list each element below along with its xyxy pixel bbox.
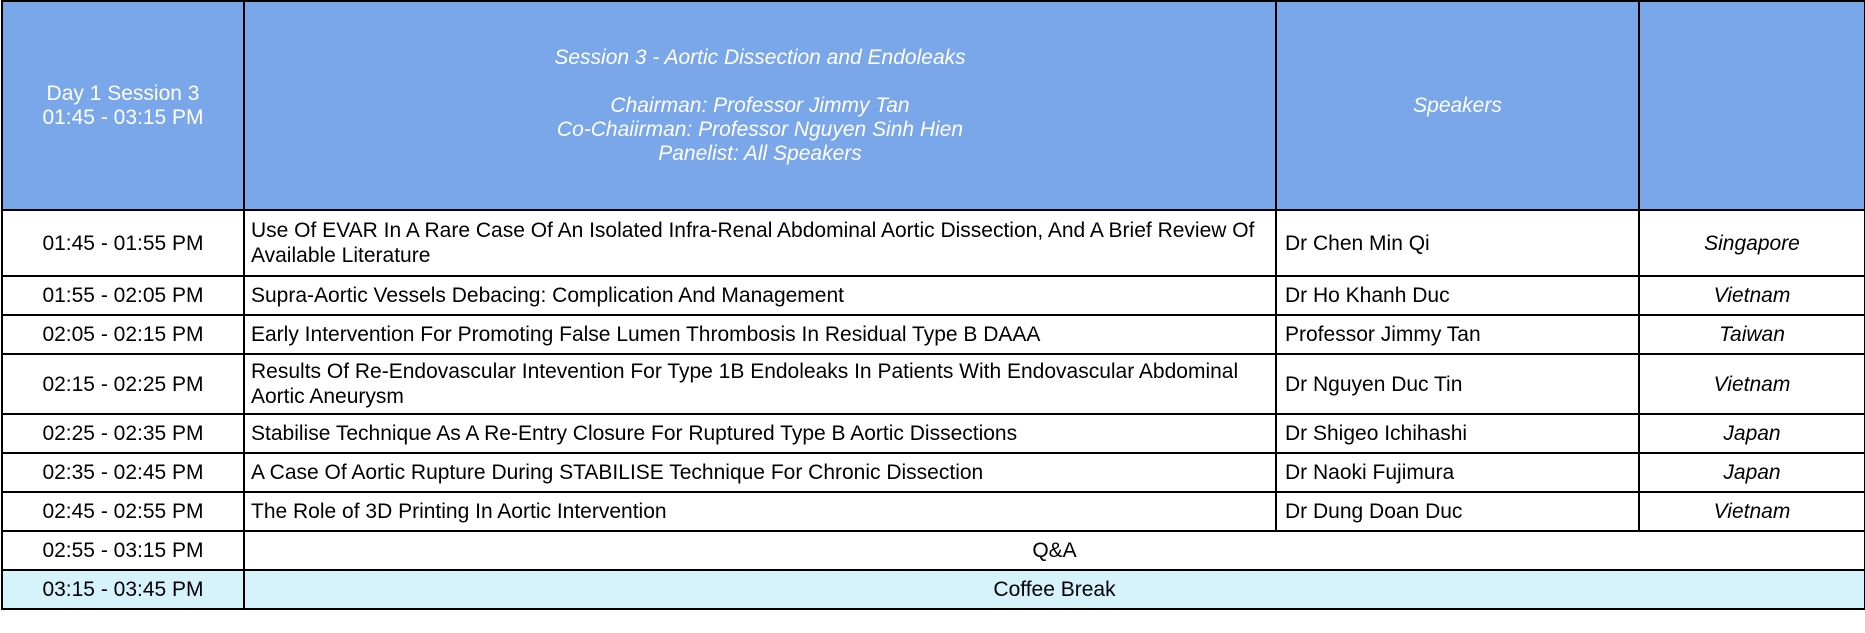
talk-country: Singapore: [1639, 210, 1865, 276]
talk-row: [2, 315, 1865, 354]
talk-speaker: Dr Dung Doan Duc: [1276, 492, 1639, 531]
talk-time: 02:35 - 02:45 PM: [2, 453, 244, 492]
talk-speaker: Dr Naoki Fujimura: [1276, 453, 1639, 492]
coffee-break-label: Coffee Break: [244, 570, 1865, 609]
header-row: [2, 1, 1865, 210]
country-header: [1639, 1, 1865, 210]
talk-speaker: Dr Chen Min Qi: [1276, 210, 1639, 276]
day-session-time: 01:45 - 03:15 PM: [42, 105, 204, 129]
coffee-break-row: [2, 570, 1865, 609]
day-session-label: Day 1 Session 3: [46, 81, 200, 105]
chairman-label: Chairman: Professor Jimmy Tan: [610, 93, 910, 117]
talk-topic: Use Of EVAR In A Rare Case Of An Isolated Infra-Renal Abdominal Aortic Dissection, And A Brief Review Of Available Literature: [244, 210, 1276, 276]
talk-country: Vietnam: [1639, 276, 1865, 315]
talk-speaker: Dr Ho Khanh Duc: [1276, 276, 1639, 315]
talk-row: [2, 492, 1865, 531]
talk-topic: Early Intervention For Promoting False Lumen Thrombosis In Residual Type B DAAA: [244, 315, 1276, 354]
talk-row: [2, 354, 1865, 414]
talk-speaker: Dr Nguyen Duc Tin: [1276, 354, 1639, 414]
speakers-header: Speakers: [1276, 1, 1639, 210]
talk-topic: Results Of Re-Endovascular Intevention For Type 1B Endoleaks In Patients With Endovascular Abdominal Aortic Aneurysm: [244, 354, 1276, 414]
qa-time: 02:55 - 03:15 PM: [2, 531, 244, 570]
talk-time: 01:45 - 01:55 PM: [2, 210, 244, 276]
talk-time: 02:05 - 02:15 PM: [2, 315, 244, 354]
session-info-cell: [244, 1, 1276, 210]
qa-label: Q&A: [244, 531, 1865, 570]
talk-row: [2, 210, 1865, 276]
day-session-cell: [2, 1, 244, 210]
talk-row: [2, 453, 1865, 492]
talk-row: [2, 276, 1865, 315]
talk-speaker: Dr Shigeo Ichihashi: [1276, 414, 1639, 453]
talk-time: 02:45 - 02:55 PM: [2, 492, 244, 531]
session-title: Session 3 - Aortic Dissection and Endoleaks: [554, 45, 966, 69]
talk-country: Vietnam: [1639, 492, 1865, 531]
talk-topic: A Case Of Aortic Rupture During STABILISE Technique For Chronic Dissection: [244, 453, 1276, 492]
talk-time: 01:55 - 02:05 PM: [2, 276, 244, 315]
session-spacer: [245, 70, 1275, 94]
coffee-break-time: 03:15 - 03:45 PM: [2, 570, 244, 609]
session-schedule-table: [1, 0, 1865, 610]
talk-topic: Supra-Aortic Vessels Debacing: Complication And Management: [244, 276, 1276, 315]
co-chairman-label: Co-Chaiirman: Professor Nguyen Sinh Hien: [556, 117, 964, 141]
panelist-label: Panelist: All Speakers: [658, 141, 862, 165]
talk-country: Taiwan: [1639, 315, 1865, 354]
talk-speaker: Professor Jimmy Tan: [1276, 315, 1639, 354]
talk-country: Japan: [1639, 414, 1865, 453]
talk-topic: The Role of 3D Printing In Aortic Intervention: [244, 492, 1276, 531]
talk-country: Japan: [1639, 453, 1865, 492]
talk-row: [2, 414, 1865, 453]
talk-country: Vietnam: [1639, 354, 1865, 414]
talk-topic: Stabilise Technique As A Re-Entry Closure For Ruptured Type B Aortic Dissections: [244, 414, 1276, 453]
talk-time: 02:15 - 02:25 PM: [2, 354, 244, 414]
talk-time: 02:25 - 02:35 PM: [2, 414, 244, 453]
qa-row: [2, 531, 1865, 570]
